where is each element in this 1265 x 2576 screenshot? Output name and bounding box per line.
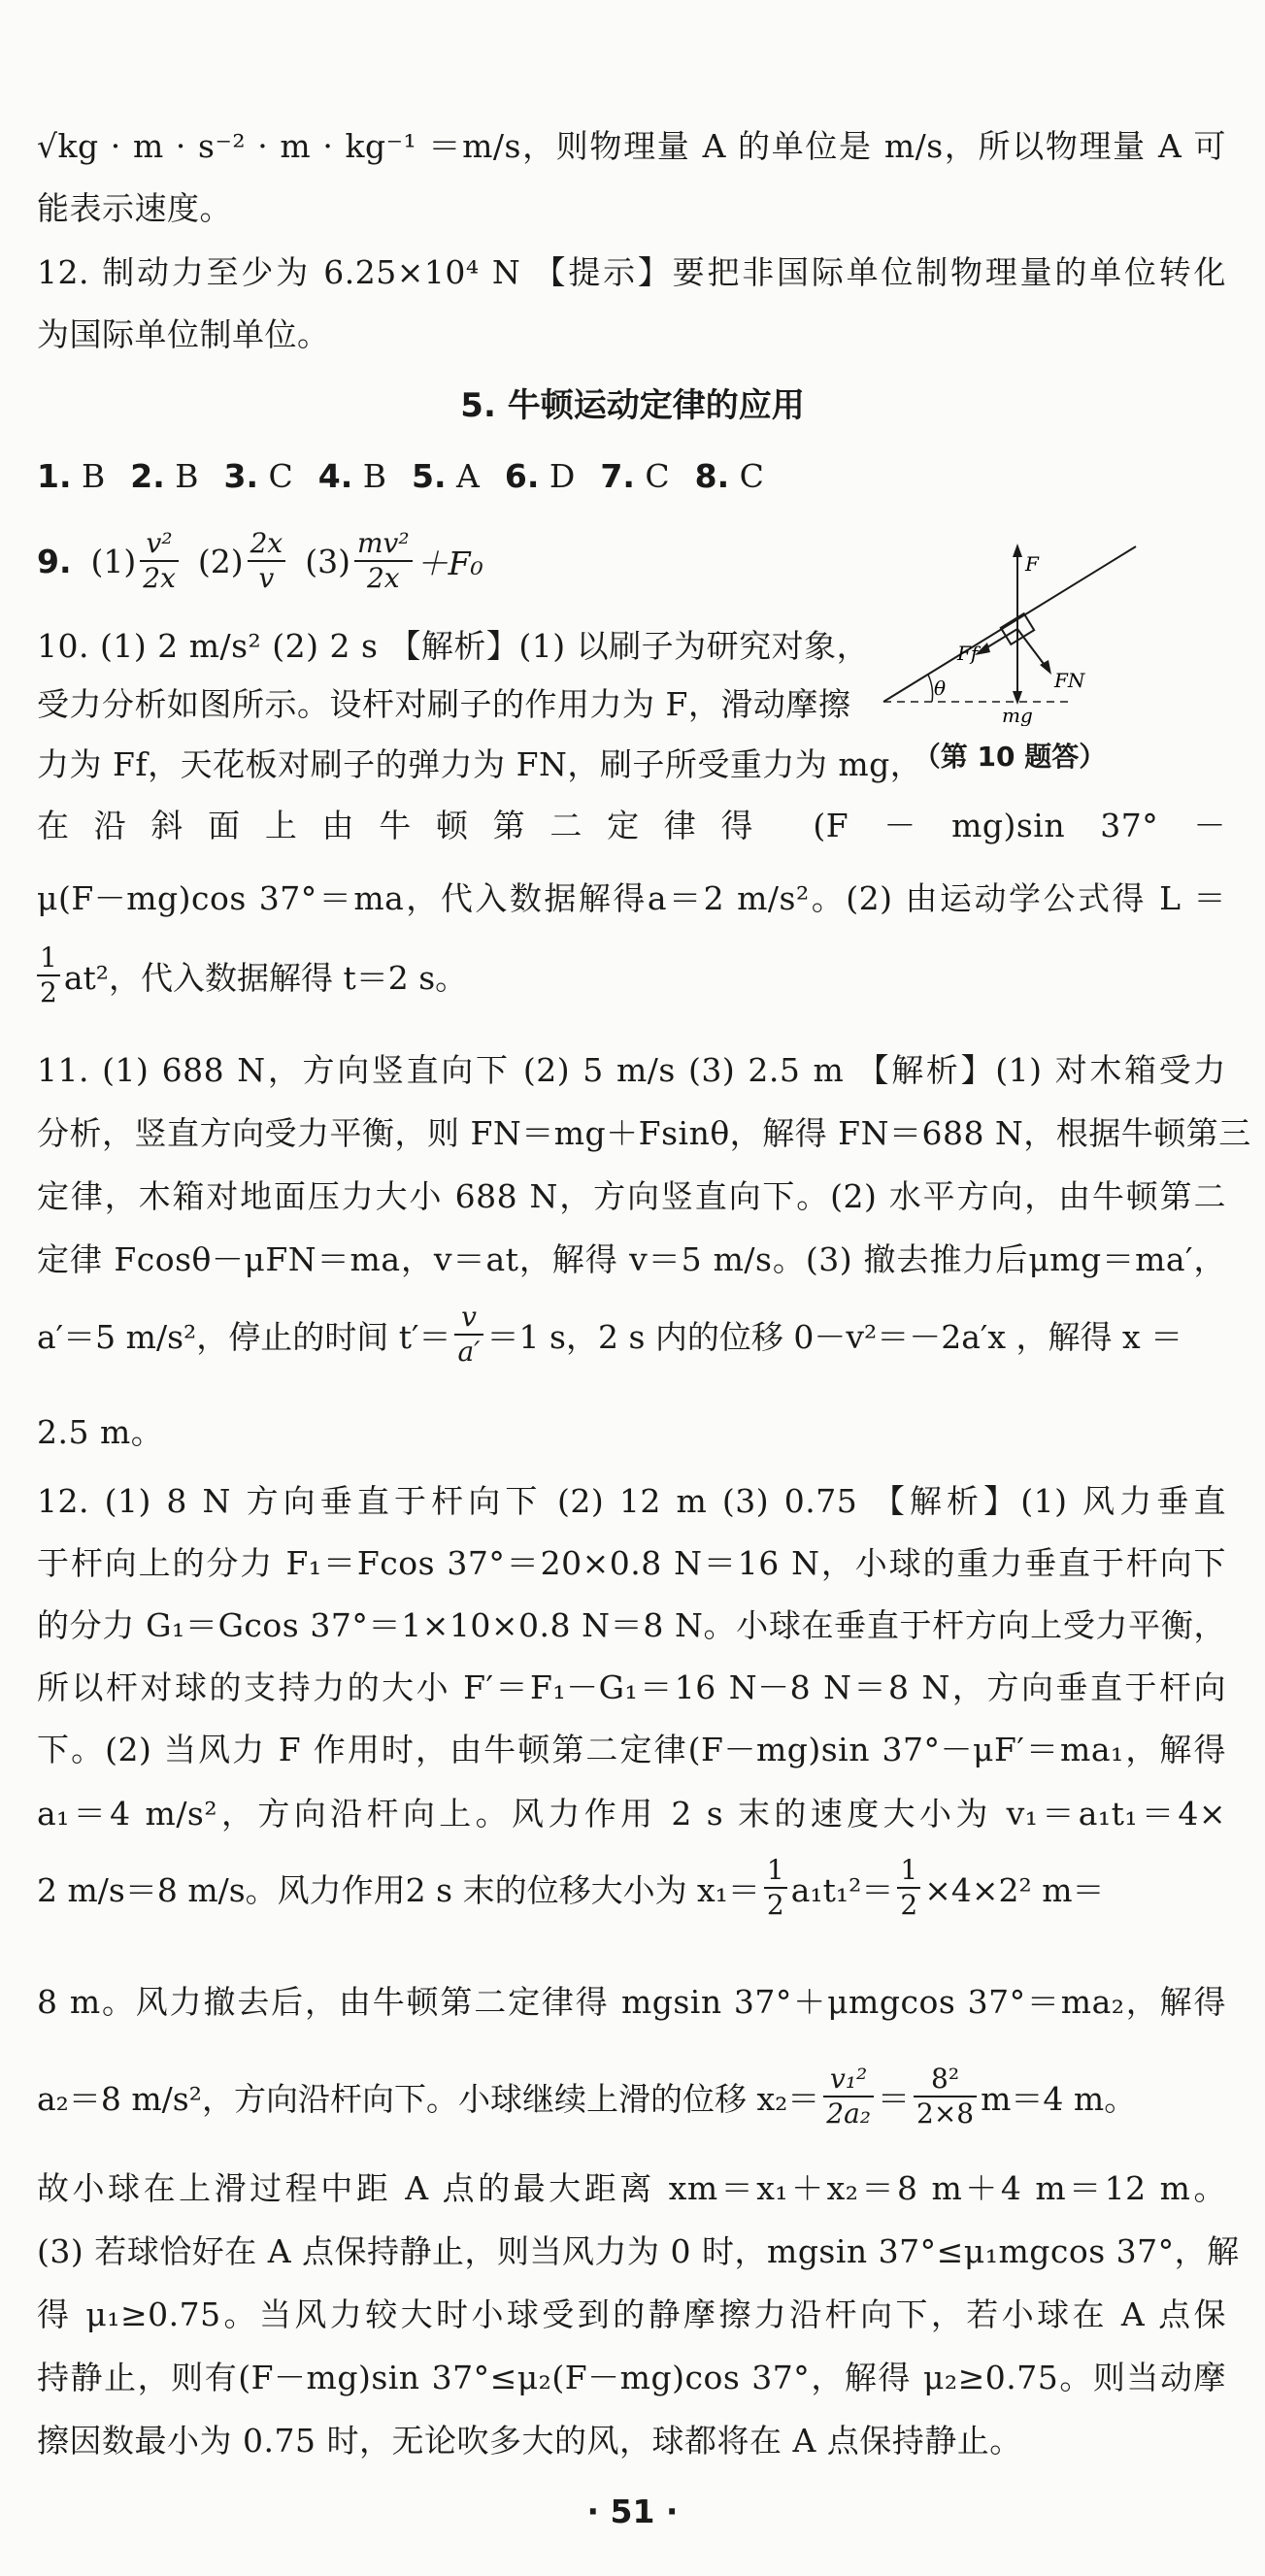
text-line: 所以杆对球的支持力的大小 F′＝F₁－G₁＝16 N－8 N＝8 N，方向垂直于杆向 — [37, 1668, 1226, 1706]
fraction: $\frac{1}{2}$ — [897, 1857, 920, 1919]
text-line: 定律 Fcosθ－μFN＝ma，v＝at，解得 v＝5 m/s。(3) 撤去推力后μmg＝ma′， — [37, 1240, 1226, 1278]
question-number: 9. — [37, 542, 72, 580]
mc-item: 3. C — [223, 457, 293, 495]
incline-rod — [883, 546, 1136, 702]
mc-item: 2. B — [130, 457, 199, 495]
formula-tail: m＝4 m。 — [981, 2079, 1137, 2118]
formula-mid: a₁t₁²＝ — [790, 1870, 894, 1909]
mc-item: 8. C — [694, 457, 764, 495]
text-line: 能表示速度。 — [37, 189, 232, 227]
text-line: √kg · m · s⁻² · m · kg⁻¹ ＝m/s，则物理量 A 的单位是 m/s，所以物理量 A 可 — [37, 127, 1226, 165]
formula-line — [37, 932, 467, 1019]
text-line: 于杆向上的分力 F₁＝Fcos 37°＝20×0.8 N＝16 N，小球的重力垂直于杆向下 — [37, 1544, 1226, 1582]
label-FN: FN — [1054, 669, 1085, 692]
mc-item: 7. C — [600, 457, 670, 495]
angle-arc — [928, 675, 933, 702]
text-line: 12. (1) 8 N 方向垂直于杆向下 (2) 12 m (3) 0.75 【解析】(1) 风力垂直 — [37, 1482, 1226, 1520]
fraction: $\frac{\text{v²}}{2x}$ — [140, 530, 179, 592]
formula-line — [37, 1844, 1105, 1932]
multiple-choice-answers — [37, 454, 833, 499]
normal-force-arrow — [1017, 629, 1047, 668]
text-line: 为国际单位制单位。 — [37, 315, 330, 353]
text-line: 2.5 m。 — [37, 1413, 164, 1451]
question-9 — [37, 517, 483, 605]
formula-tail: ＋F₀ — [416, 544, 483, 582]
fraction: $\frac{1}{2}$ — [37, 944, 60, 1007]
label-F: F — [1025, 552, 1039, 576]
text-line: (3) 若球恰好在 A 点保持静止，则当风力为 0 时，mgsin 37°≤μ₁mgcos 37°，解 — [37, 2232, 1240, 2270]
text-line: μ(F－mg)cos 37°＝ma，代入数据解得a＝2 m/s²。(2) 由运动学公式得 L ＝ — [37, 879, 1226, 917]
page-number: · 51 · — [586, 2493, 679, 2530]
text-line: 得 μ₁≥0.75。当风力较大时小球受到的静摩擦力沿杆向下，若小球在 A 点保 — [37, 2295, 1226, 2333]
formula-eq: ＝ — [878, 2079, 911, 2118]
text-line: 持静止，则有(F－mg)sin 37°≤μ₂(F－mg)cos 37°，解得 μ₂≥0.75。则当动摩 — [37, 2359, 1226, 2396]
label-Ff: Ff — [957, 642, 979, 665]
section-title: 5. 牛顿运动定律的应用 — [460, 386, 805, 425]
label-theta: θ — [934, 677, 947, 700]
mc-item: 6. D — [504, 457, 576, 495]
part-label: (3) — [305, 542, 350, 580]
formula-tail: at²，代入数据解得 t＝2 s。 — [63, 958, 468, 997]
text-line: 的分力 G₁＝Gcos 37°＝1×10×0.8 N＝8 N。小球在垂直于杆方向上受力平衡， — [37, 1606, 1226, 1644]
fraction: $\frac{\text{8²}}{2\times 8}$ — [914, 2065, 977, 2128]
formula-head: a′＝5 m/s²，停止的时间 t′＝ — [37, 1317, 451, 1356]
fraction: $\frac{v}{a'}$ — [454, 1304, 483, 1366]
formula-head: 2 m/s＝8 m/s。风力作用2 s 末的位移大小为 x₁＝ — [37, 1870, 760, 1909]
fraction: $\frac{\text{mv²}}{2x}$ — [354, 530, 413, 592]
text-line: 8 m。风力撤去后，由牛顿第二定律得 mgsin 37°＋μmgcos 37°＝ma₂，解得 — [37, 1983, 1226, 2021]
mc-item: 5. A — [412, 457, 480, 495]
diagram-caption: （第 10 题答） — [913, 741, 1107, 773]
mc-item: 1. B — [37, 457, 106, 495]
text-line: 下。(2) 当风力 F 作用时，由牛顿第二定律(F－mg)sin 37°－μF′＝ma₁，解得 — [37, 1731, 1226, 1768]
fraction: $\frac{1}{2}$ — [764, 1857, 787, 1919]
text-line: 10. (1) 2 m/s² (2) 2 s 【解析】(1) 以刷子为研究对象， — [37, 627, 870, 665]
formula-tail: ＝1 s，2 s 内的位移 0－v²＝－2a′x ，解得 x ＝ — [486, 1317, 1183, 1356]
fraction: $\frac{\text{v₁²}}{\text{2a₂}}$ — [823, 2065, 874, 2128]
mc-item: 4. B — [317, 457, 387, 495]
part-label: (1) — [90, 542, 137, 580]
text-line: 力为 Ff，天花板对刷子的弹力为 FN，刷子所受重力为 mg， — [37, 745, 923, 783]
part-label: (2) — [197, 542, 244, 580]
text-line: 在沿斜面上由牛顿第二定律得 (F － mg)sin 37° － — [37, 807, 1226, 844]
force-diagram — [874, 532, 1146, 726]
fraction: $\frac{2x}{v}$ — [248, 530, 286, 592]
formula-line — [37, 2048, 1136, 2145]
text-line: 故小球在上滑过程中距 A 点的最大距离 xm＝x₁＋x₂＝8 m＋4 m＝12 m。 — [37, 2169, 1226, 2207]
formula-line — [37, 1291, 1182, 1378]
label-mg: mg — [1002, 704, 1033, 726]
text-line: a₁＝4 m/s²，方向沿杆向上。风力作用 2 s 末的速度大小为 v₁＝a₁t₁＝4× — [37, 1795, 1226, 1833]
text-line: 分析，竖直方向受力平衡，则 FN＝mg＋Fsinθ，解得 FN＝688 N，根据牛顿第三 — [37, 1114, 1251, 1152]
formula-tail: ×4×2² m＝ — [924, 1870, 1105, 1909]
text-line: 受力分析如图所示。设杆对刷子的作用力为 F，滑动摩擦 — [37, 685, 851, 723]
text-line: 擦因数最小为 0.75 时，无论吹多大的风，球都将在 A 点保持静止。 — [37, 2422, 1022, 2460]
formula-head: a₂＝8 m/s²，方向沿杆向下。小球继续上滑的位移 x₂＝ — [37, 2079, 820, 2118]
text-line: 11. (1) 688 N，方向竖直向下 (2) 5 m/s (3) 2.5 m 【解析】(1) 对木箱受力 — [37, 1051, 1226, 1089]
text-line: 定律，木箱对地面压力大小 688 N，方向竖直向下。(2) 水平方向，由牛顿第二 — [37, 1177, 1226, 1215]
text-line: 12. 制动力至少为 6.25×10⁴ N 【提示】要把非国际单位制物理量的单位转化 — [37, 253, 1226, 291]
